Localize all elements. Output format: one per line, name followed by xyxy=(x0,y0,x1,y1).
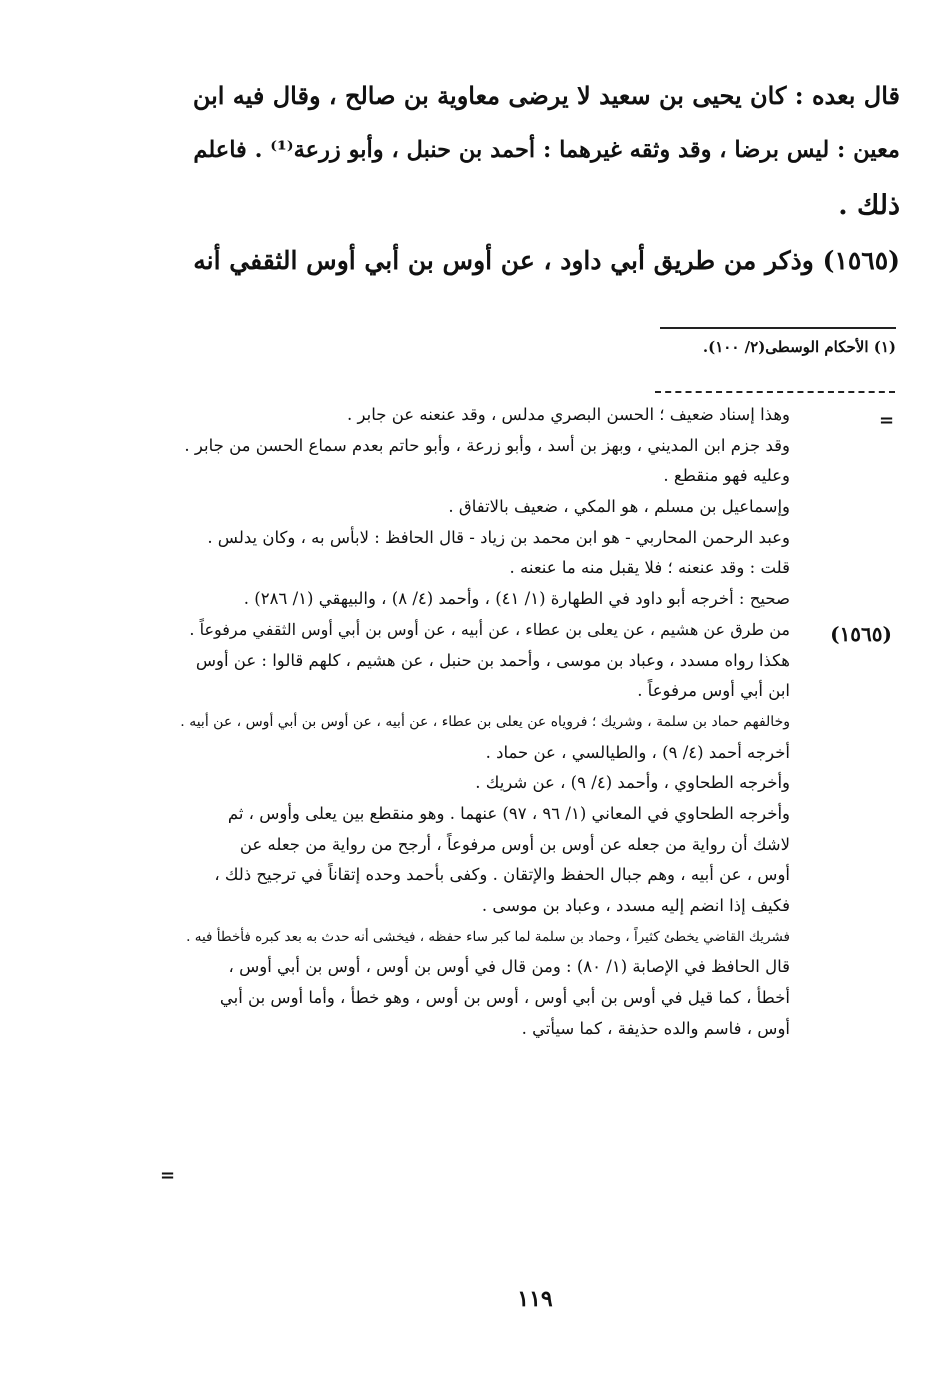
note-line: لاشك أن رواية من جعله عن أوس بن أوس مرفوعاً ، أرجح من رواية من جعله عن xyxy=(239,834,790,854)
note-line: أخرجه أحمد (٤/ ٩) ، والطيالسي ، عن حماد . xyxy=(485,742,790,762)
footnote-separator xyxy=(660,327,896,329)
note-line: فكيف إذا انضم إليه مسدد ، وعباد بن موسى . xyxy=(481,896,790,915)
continuation-mark-bottom: = xyxy=(160,1165,176,1186)
note-line: وأخرجه الطحاوي ، وأحمد (٤/ ٩) ، عن شريك . xyxy=(475,773,790,793)
footnote-1: (١) الأحكام الوسطى(٢/ ١٠٠). xyxy=(702,338,896,356)
main-text xyxy=(185,68,900,288)
continuation-mark-top: = xyxy=(879,410,895,431)
note-line: من طرق عن هشيم ، عن يعلى بن عطاء ، عن أبيه ، عن أوس بن أبي أوس الثقفي مرفوعاً . xyxy=(189,619,790,639)
note-line: وهذا إسناد ضعيف ؛ الحسن البصري مدلس ، وقد عنعنه عن جابر . xyxy=(347,405,790,424)
commentary-notes xyxy=(180,400,790,1044)
note-line: وعليه فهو منقطع . xyxy=(663,466,790,486)
note-line: قال الحافظ في الإصابة (١/ ٨٠) : ومن قال في أوس بن أوس ، أوس بن أبي أوس ، xyxy=(228,957,790,977)
note-line: وأخرجه الطحاوي في المعاني (١/ ٩٦ ، ٩٧) عنهما . وهو منقطع بين يعلى وأوس ، ثم xyxy=(227,803,790,823)
note-line: ابن أبي أوس مرفوعاً . xyxy=(637,681,790,701)
hadith-line xyxy=(185,233,900,288)
note-line: صحيح : أخرجه أبو داود في الطهارة (١/ ٤١) ، وأحمد (٤/ ٨) ، والبيهقي (١/ ٢٨٦) . xyxy=(243,589,790,609)
note-line: أوس ، فاسم والده حذيفة ، كما سيأتي . xyxy=(521,1018,790,1038)
hadith-text: وذكر من طريق أبي داود ، عن أوس بن أبي أوس الثقفي أنه xyxy=(193,246,814,275)
main-line-1: قال بعده : كان يحيى بن سعيد لا يرضى معاوية بن صالح ، وقال فيه ابن xyxy=(192,81,900,110)
main-line-3: ذلك . xyxy=(838,190,900,221)
note-line: فشريك القاضي يخطئ كثيراً ، وحماد بن سلمة لما كبر ساء حفظه ، فيخشى أنه حدث به بعد كبره فأخطأ فيه . xyxy=(186,928,790,945)
note-line: أخطأ ، كما قيل في أوس بن أبي أوس ، أوس بن أوس ، وهو خطأ ، وأما أوس بن أبي xyxy=(219,988,790,1008)
note-line: وعبد الرحمن المحاربي - هو ابن محمد بن زياد - قال الحافظ : لابأس به ، وكان يدلس . xyxy=(207,527,790,547)
note-line: أوس ، عن أبيه ، وهم جبال الحفظ والإتقان . وكفى بأحمد وحده إتقاناً في ترجيح ذلك ، xyxy=(214,865,790,885)
note-line: هكذا رواه مسدد ، وعباد بن موسى ، وأحمد بن حنبل ، عن هشيم ، كلهم قالوا : عن أوس xyxy=(195,650,790,670)
page-number: ١١٩ xyxy=(517,1286,553,1312)
note-line: قلت : وقد عنعنه ؛ فلا يقبل منه ما عنعنه . xyxy=(509,558,790,578)
note-line: وإسماعيل بن مسلم ، هو المكي ، ضعيف بالاتفاق . xyxy=(448,497,790,517)
note-line: وقد جزم ابن المديني ، وبهز بن أسد ، وأبو زرعة ، وأبو حاتم بعدم سماع الحسن من جابر . xyxy=(184,435,790,455)
notes-hadith-label: (١٥٦٥) xyxy=(830,622,892,646)
note-line: وخالفهم حماد بن سلمة ، وشريك ؛ فروياه عن يعلى بن عطاء ، عن أبيه ، عن أوس بن أبي أوس ، عن أبيه . xyxy=(180,713,790,730)
main-line-2: معين : ليس برضا ، وقد وثقه غيرهما : أحمد بن حنبل ، وأبو زرعة⁽¹⁾ . فاعلم xyxy=(193,137,900,163)
hadith-number: (١٥٦٥) xyxy=(822,246,900,275)
notes-separator xyxy=(655,391,895,393)
